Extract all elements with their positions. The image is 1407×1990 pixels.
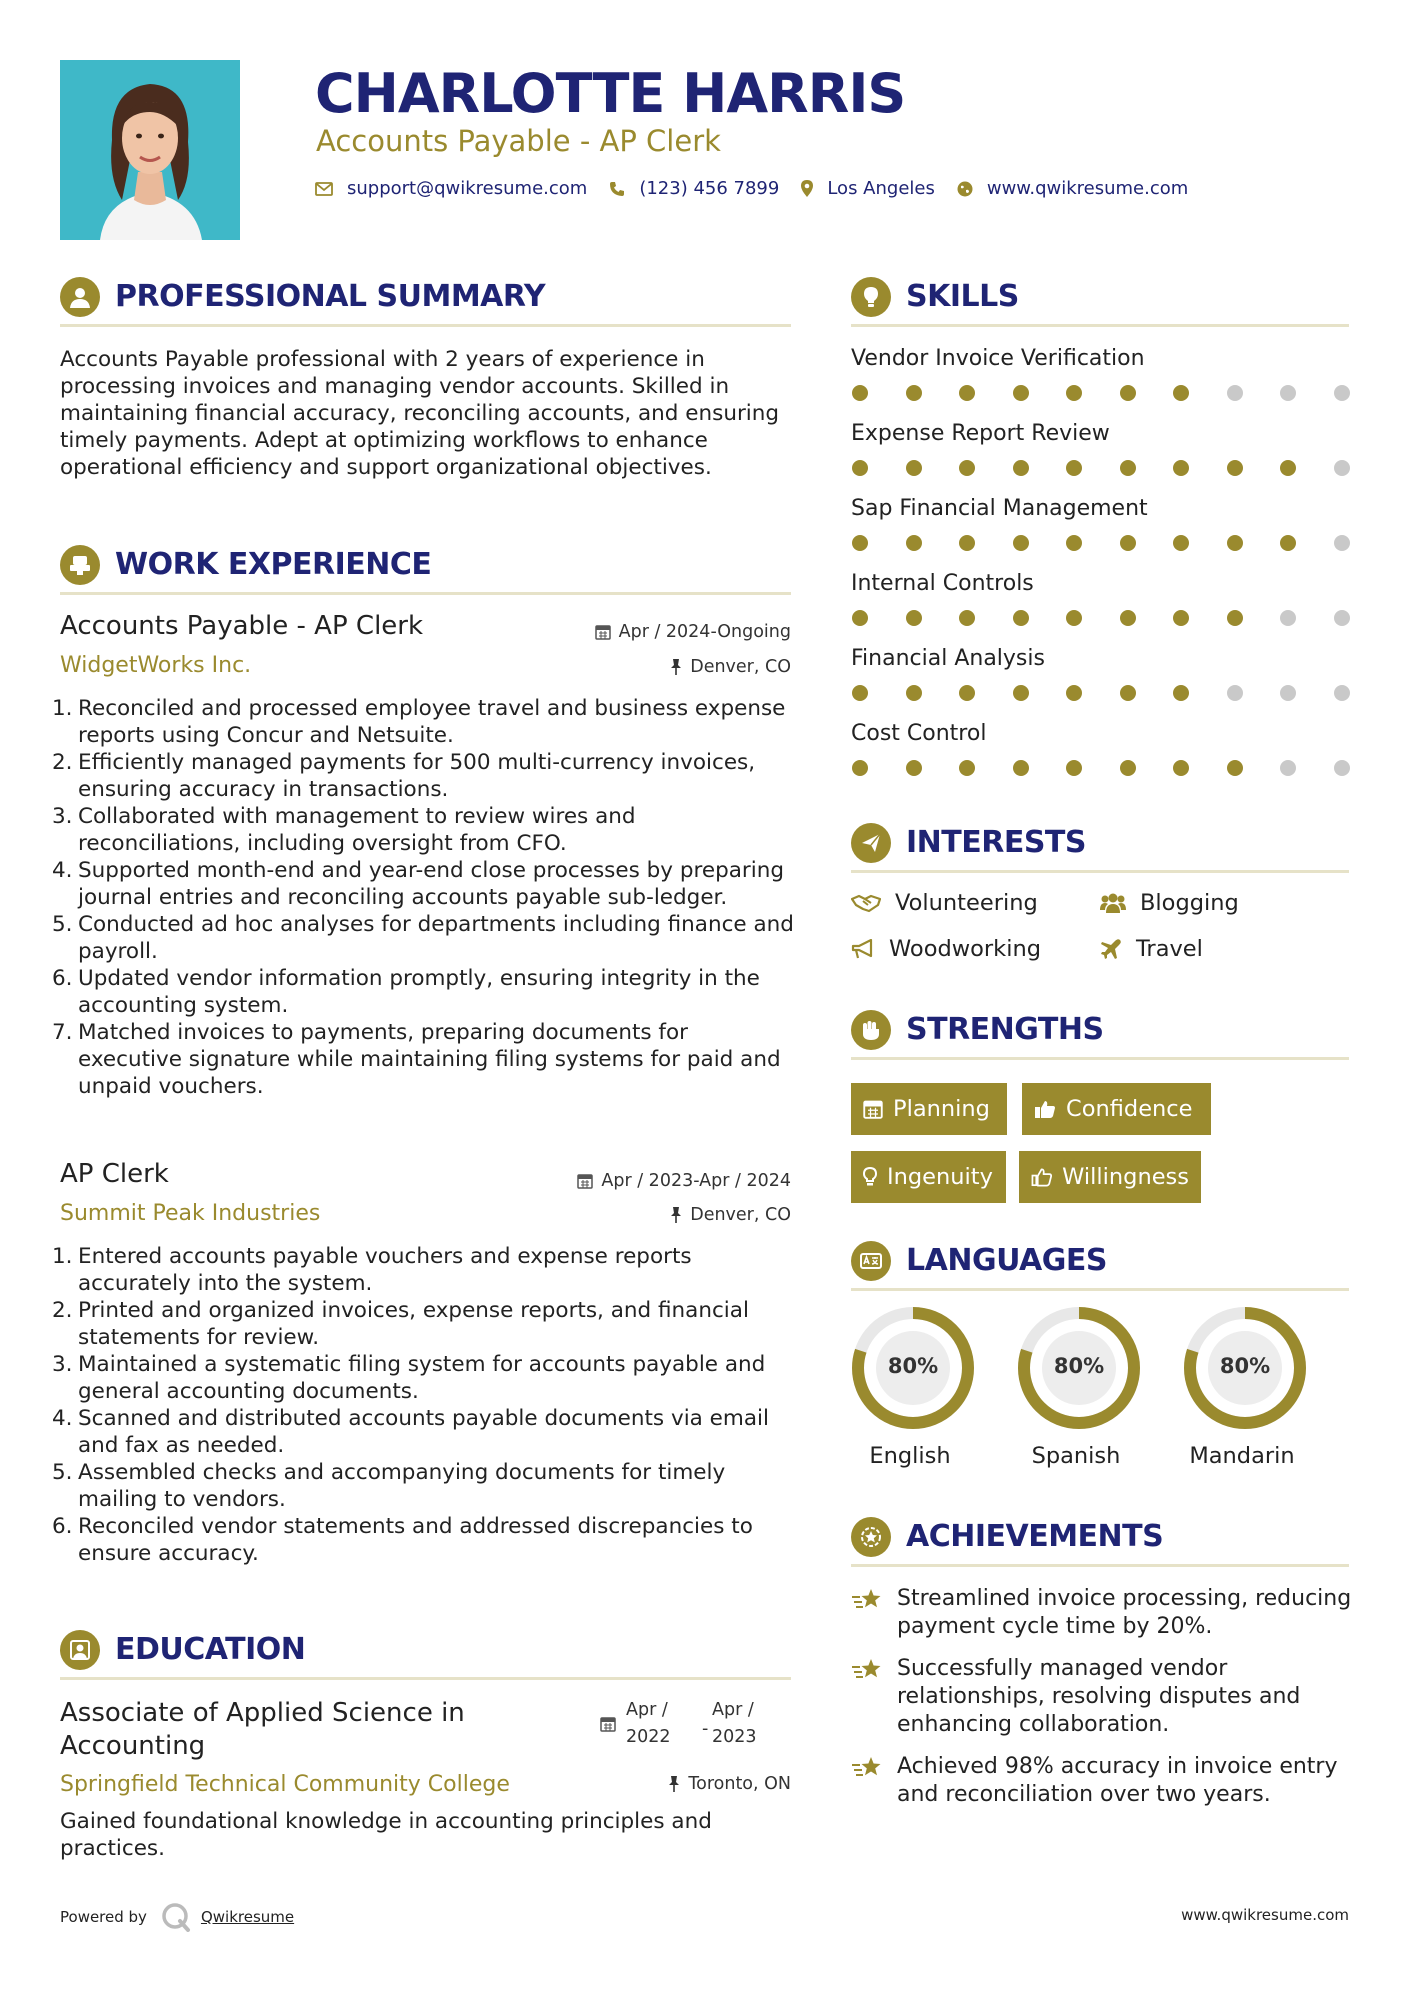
section-title: INTERESTS [906, 825, 1086, 860]
skill-dot-filled [852, 460, 868, 476]
calendar-icon [600, 1716, 616, 1732]
skill-dot-empty [1334, 385, 1350, 401]
skill-dot-filled [1013, 760, 1029, 776]
interest-travel: Travel [1100, 936, 1203, 962]
users-icon [1100, 892, 1126, 914]
skill-rating [852, 535, 1352, 551]
education-description: Gained foundational knowledge in accounting principles and practices. [60, 1809, 712, 1861]
skill-name: Financial Analysis [851, 646, 1045, 671]
section-title: SKILLS [906, 279, 1019, 314]
skill-name: Internal Controls [851, 571, 1034, 596]
globe-icon [957, 181, 973, 197]
skill-dot-empty [1280, 685, 1296, 701]
job-company: WidgetWorks Inc. [60, 653, 252, 678]
skill-name: Sap Financial Management [851, 496, 1148, 521]
skill-name: Cost Control [851, 721, 987, 746]
job-location: Denver, CO [670, 1205, 791, 1225]
skill-dot-filled [1227, 760, 1243, 776]
section-title: ACHIEVEMENTS [906, 1519, 1164, 1554]
skill-dot-filled [1013, 385, 1029, 401]
skill-dot-empty [1280, 610, 1296, 626]
interest-volunteering: Volunteering [851, 890, 1038, 916]
job-bullets [52, 1243, 795, 1567]
language-name: Spanish [1031, 1443, 1121, 1469]
shooting-star-icon [851, 1587, 883, 1613]
contact-phone[interactable] [609, 178, 779, 199]
candidate-title: Accounts Payable - AP Clerk [316, 124, 721, 158]
section-title: PROFESSIONAL SUMMARY [115, 279, 546, 314]
language-percent: 80% [1219, 1354, 1271, 1378]
skill-dot-filled [852, 610, 868, 626]
skill-dot-filled [1120, 385, 1136, 401]
section-summary [60, 273, 791, 327]
job-dates: Apr / 2023-Apr / 2024 [577, 1171, 791, 1191]
shooting-star-icon [851, 1755, 883, 1781]
section-languages [851, 1237, 1349, 1291]
language-percent: 80% [887, 1354, 939, 1378]
candidate-name: CHARLOTTE HARRIS [315, 62, 906, 125]
strength-tag: Ingenuity [851, 1151, 1006, 1203]
date-separator: - [702, 1719, 709, 1739]
skill-dot-filled [1173, 610, 1189, 626]
pushpin-icon [668, 1776, 680, 1792]
skill-dot-filled [959, 760, 975, 776]
skill-dot-filled [1173, 385, 1189, 401]
skill-dot-filled [1013, 610, 1029, 626]
footer-website[interactable]: www.qwikresume.com [1181, 1906, 1349, 1924]
skill-dot-empty [1334, 535, 1350, 551]
skill-dot-filled [852, 760, 868, 776]
briefcase-icon [60, 545, 100, 585]
job-bullet: 6. Updated vendor information promptly, ensuring integrity in the accounting system. [52, 966, 760, 1018]
skill-dot-filled [852, 685, 868, 701]
job-location: Denver, CO [670, 657, 791, 677]
user-icon [60, 277, 100, 317]
job-role: Accounts Payable - AP Clerk [60, 611, 424, 641]
skill-dot-filled [1280, 460, 1296, 476]
contact-website[interactable] [957, 178, 1188, 199]
strength-tag: Confidence [1022, 1083, 1211, 1135]
section-title: LANGUAGES [906, 1243, 1107, 1278]
envelope-icon [315, 182, 333, 196]
skill-dot-filled [1066, 685, 1082, 701]
job-bullet: 4. Scanned and distributed accounts payable documents via email and fax as needed. [52, 1406, 769, 1458]
skill-dot-filled [906, 610, 922, 626]
skill-dot-empty [1227, 685, 1243, 701]
thumbs-up-icon [1034, 1099, 1056, 1119]
section-achievements [851, 1513, 1349, 1567]
skill-rating [852, 685, 1352, 701]
skill-dot-empty [1280, 385, 1296, 401]
job-bullet: 3. Collaborated with management to review wires and reconciliations, including oversight from CFO. [52, 804, 636, 856]
language-percent: 80% [1053, 1354, 1105, 1378]
interest-blogging: Blogging [1100, 890, 1239, 916]
pushpin-icon [670, 659, 682, 675]
pushpin-icon [670, 1207, 682, 1223]
calendar-icon [863, 1099, 883, 1119]
skill-dot-filled [906, 685, 922, 701]
education-location: Toronto, ON [668, 1774, 791, 1794]
skill-rating [852, 610, 1352, 626]
handshake-icon [851, 893, 881, 913]
paper-plane-icon [851, 823, 891, 863]
achievement-item: Achieved 98% accuracy in invoice entry and reconciliation over two years. [851, 1753, 1361, 1809]
map-pin-icon [801, 180, 813, 197]
skill-dot-filled [1120, 685, 1136, 701]
job-bullets [52, 695, 795, 1100]
fist-icon [851, 1010, 891, 1050]
skill-dot-filled [1120, 610, 1136, 626]
skill-dot-filled [1173, 535, 1189, 551]
location-text: Los Angeles [827, 178, 935, 199]
education-degree: Associate of Applied Science in Accounting [60, 1698, 465, 1761]
skill-rating [852, 385, 1352, 401]
graduate-icon [60, 1630, 100, 1670]
skill-dot-filled [852, 535, 868, 551]
skill-name: Vendor Invoice Verification [851, 346, 1145, 371]
skill-dot-filled [852, 385, 868, 401]
job-company: Summit Peak Industries [60, 1201, 321, 1226]
phone-icon [609, 181, 625, 197]
skill-dot-filled [906, 535, 922, 551]
section-strengths [851, 1006, 1349, 1060]
section-interests [851, 819, 1349, 873]
skill-dot-filled [1013, 535, 1029, 551]
job-bullet: 2. Printed and organized invoices, expense reports, and financial statements for review. [52, 1298, 749, 1350]
language-name: Mandarin [1189, 1443, 1295, 1469]
strength-tag: Willingness [1019, 1151, 1201, 1203]
phone-text: (123) 456 7899 [639, 178, 780, 199]
contact-location [801, 178, 935, 199]
skill-dot-filled [959, 535, 975, 551]
calendar-icon [595, 624, 611, 640]
skill-dot-empty [1334, 460, 1350, 476]
job-bullet: 7. Matched invoices to payments, preparing documents for executive signature while maintaining filing systems for paid and unpaid vouchers. [52, 1020, 781, 1099]
footer-powered-by [60, 1902, 294, 1932]
section-title: STRENGTHS [906, 1012, 1104, 1047]
star-badge-icon [851, 1517, 891, 1557]
skill-dot-filled [1066, 460, 1082, 476]
skill-dot-filled [959, 460, 975, 476]
skill-dot-filled [959, 685, 975, 701]
skill-dot-filled [1066, 385, 1082, 401]
job-bullet: 5. Assembled checks and accompanying documents for timely mailing to vendors. [52, 1460, 726, 1512]
education-end: Apr / 2023 [712, 1700, 757, 1747]
skill-dot-filled [1173, 760, 1189, 776]
website-text: www.qwikresume.com [986, 178, 1189, 199]
skill-dot-filled [906, 460, 922, 476]
skill-dot-empty [1334, 685, 1350, 701]
summary-text: Accounts Payable professional with 2 years of experience in processing invoices and managing vendor accounts. Skilled in maintaining financial accuracy, reconciling accounts, and ensuring timely payments. Adept at optimizing workflows to enhance operational efficiency and support organizational objectives. [60, 347, 780, 480]
job-bullet: 6. Reconciled vendor statements and addressed discrepancies to ensure accuracy. [52, 1514, 753, 1566]
job-bullet: 1. Entered accounts payable vouchers and expense reports accurately into the system. [52, 1244, 692, 1296]
job-bullet: 4. Supported month-end and year-end close processes by preparing journal entries and reconciling accounts payable sub-ledger. [52, 858, 784, 910]
skill-dot-filled [1066, 610, 1082, 626]
contact-email[interactable] [315, 178, 587, 199]
profile-photo [60, 60, 240, 240]
education-school: Springfield Technical Community College [60, 1772, 510, 1797]
email-text: support@qwikresume.com [347, 178, 588, 199]
job-dates: Apr / 2024-Ongoing [595, 622, 791, 642]
achievement-item: Successfully managed vendor relationships, resolving disputes and enhancing collaboration. [851, 1655, 1361, 1739]
section-title: EDUCATION [115, 1632, 306, 1667]
skill-dot-filled [1120, 535, 1136, 551]
job-bullet: 2. Efficiently managed payments for 500 multi-currency invoices, ensuring accuracy in transactions. [52, 750, 756, 802]
language-name: English [869, 1443, 951, 1469]
job-bullet: 3. Maintained a systematic filing system for accounts payable and general accounting documents. [52, 1352, 766, 1404]
section-title: WORK EXPERIENCE [115, 547, 432, 582]
skill-dot-filled [1227, 535, 1243, 551]
thumbs-up-outline-icon [1031, 1167, 1052, 1187]
skill-dot-filled [1013, 685, 1029, 701]
bullhorn-icon [851, 939, 875, 959]
powered-by-label: Powered by [60, 1908, 147, 1926]
lightbulb-icon [851, 277, 891, 317]
skill-dot-filled [1013, 460, 1029, 476]
skill-dot-filled [1120, 460, 1136, 476]
job-bullet: 1. Reconciled and processed employee travel and business expense reports using Concur and Netsuite. [52, 696, 786, 748]
skill-dot-filled [1120, 760, 1136, 776]
skill-dot-empty [1227, 385, 1243, 401]
lightbulb-icon [863, 1167, 877, 1187]
skill-rating [852, 760, 1352, 776]
skill-name: Expense Report Review [851, 421, 1110, 446]
section-skills [851, 273, 1349, 327]
section-education [60, 1626, 791, 1680]
skill-rating [852, 460, 1352, 476]
calendar-icon [577, 1173, 593, 1189]
shooting-star-icon [851, 1657, 883, 1683]
skill-dot-filled [906, 385, 922, 401]
achievement-item: Streamlined invoice processing, reducing payment cycle time by 20%. [851, 1585, 1361, 1641]
qwikresume-logo-icon [161, 1902, 191, 1932]
skill-dot-filled [959, 385, 975, 401]
education-start: Apr / 2022 [626, 1700, 671, 1747]
skill-dot-filled [1280, 535, 1296, 551]
skill-dot-filled [906, 760, 922, 776]
skill-dot-empty [1334, 760, 1350, 776]
airplane-icon [1100, 938, 1122, 960]
job-role: AP Clerk [60, 1159, 169, 1189]
skill-dot-filled [1173, 685, 1189, 701]
skill-dot-filled [1066, 760, 1082, 776]
strength-tag: Planning [851, 1083, 1007, 1135]
skill-dot-empty [1280, 760, 1296, 776]
skill-dot-filled [1173, 460, 1189, 476]
language-card-icon [851, 1241, 891, 1281]
qwikresume-link[interactable]: Qwikresume [200, 1908, 295, 1926]
skill-dot-filled [1066, 535, 1082, 551]
skill-dot-filled [1227, 610, 1243, 626]
skill-dot-filled [959, 610, 975, 626]
skill-dot-filled [1227, 460, 1243, 476]
contact-bar [315, 178, 1210, 199]
job-bullet: 5. Conducted ad hoc analyses for departments including finance and payroll. [52, 912, 794, 964]
interest-woodworking: Woodworking [851, 936, 1041, 962]
section-experience [60, 541, 791, 595]
skill-dot-empty [1334, 610, 1350, 626]
